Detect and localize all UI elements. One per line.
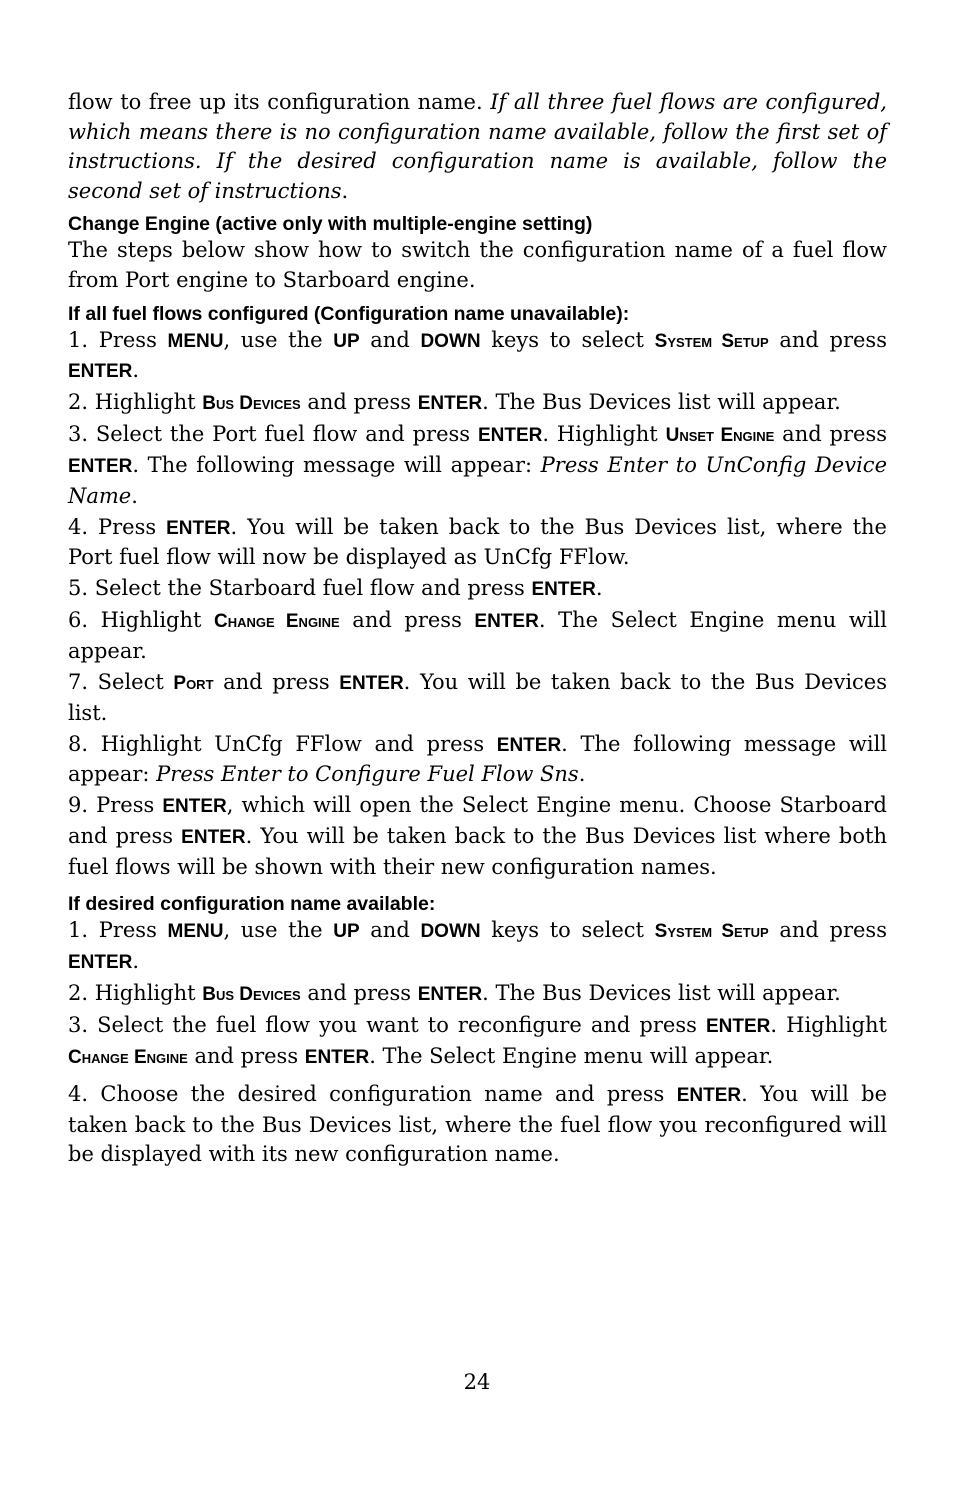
key-menu: MENU [167,330,224,352]
text: and press [768,327,887,352]
text: keys to select [480,327,655,352]
intro-italic-text: If all three fuel flows are configured, which means there is no configuration name available, follow the first set of instructions. If the desired configuration name is available, follow the second set of instructions [68,90,887,203]
key-down: DOWN [420,330,481,352]
menu-change-engine: Change Engine [68,1046,188,1068]
set1-step-2 [68,388,887,419]
text: 4. Choose the desired configuration name and press [68,1082,677,1107]
key-enter: ENTER [474,611,539,633]
intro-text: flow to free up its configuration name. [68,90,491,114]
text: . [131,483,138,508]
set1-heading: If all fuel flows configured (Configuration name unavailable): [68,302,630,325]
text: . The Select Engine menu will appear. [68,608,887,663]
menu-bus-devices: Bus Devices [202,393,301,415]
key-enter: ENTER [531,579,596,601]
text: and press [187,1043,305,1068]
key-enter: ENTER [705,1016,771,1038]
text: , which will open the Select Engine menu. Choose Starboard and press [68,793,887,849]
text: 5. Select the Starboard fuel flow and press [68,576,532,601]
key-up: UP [333,330,360,352]
key-menu: MENU [167,921,224,943]
text: . The Bus Devices list will appear. [482,980,841,1005]
menu-change-engine: Change Engine [214,611,340,633]
text: 3. Select the fuel flow you want to reconfigure and press [68,1013,706,1038]
text: 1. Press [68,327,168,352]
set1-step-9 [68,791,887,882]
text: , use the [223,918,334,943]
key-enter: ENTER [339,673,404,695]
document-page [68,88,887,1172]
message-text: Press Enter to Configure Fuel Flow Sns [156,762,579,787]
set1-step-5 [68,574,887,605]
set2-step-3 [68,1011,887,1072]
text: and press [300,980,418,1005]
text: 1. Press [68,918,168,943]
text: and press [339,608,475,633]
key-enter: ENTER [166,517,231,539]
text: . The Bus Devices list will appear. [482,390,841,415]
message-text: Press Enter to UnConfig Device Name [68,452,888,508]
set1-step-6 [68,606,887,666]
menu-unset-engine: Unset Engine [665,425,775,447]
key-enter: ENTER [496,734,562,756]
text: . You will be taken back to the Bus Devices list, where the Port fuel flow will now be displayed as UnCfg FFlow. [68,514,887,570]
set2-step-1 [68,916,887,977]
key-enter: ENTER [477,425,543,447]
key-down: DOWN [420,921,481,943]
text: and [359,327,421,352]
text: . [578,762,586,787]
page-number: 24 [463,1370,491,1394]
menu-bus-devices: Bus Devices [202,983,301,1005]
text: keys to select [480,918,655,943]
text: . You will be taken back to the Bus Devices list where both fuel flows will be shown with their new configuration names. [68,824,887,879]
text: 6. Highlight [68,608,215,633]
menu-port: Port [173,673,214,695]
text: and press [774,422,887,447]
text: 7. Select [68,670,174,695]
text: . [595,576,603,601]
text: and press [300,390,418,415]
key-enter: ENTER [417,393,483,415]
text: 2. Highlight [68,390,203,415]
set1-step-8 [68,730,887,790]
key-enter: ENTER [676,1085,742,1107]
text: . Highlight [542,422,666,447]
text: . You will be taken back to the Bus Devices list. [68,670,888,725]
text: 3. Select the Port fuel flow and press [68,422,478,447]
text: . The following message will appear: [132,452,541,477]
text: 4. Press [68,514,167,539]
text: . You will be taken back to the Bus Devices list, where the fuel flow you reconfigured will be displayed with its new configuration name. [68,1082,888,1167]
key-enter: ENTER [68,361,133,383]
text: . The Select Engine menu will appear. [369,1043,774,1068]
set2-step-4 [68,1080,887,1170]
intro-paragraph [68,88,887,206]
text: 8. Highlight UnCfg FFlow and press [68,731,497,756]
menu-system-setup: System Setup [654,921,769,943]
intro-end: . [341,178,349,203]
key-enter: ENTER [304,1046,370,1068]
text: . Highlight [770,1013,887,1038]
text: . The following message will appear: [68,731,887,787]
set2-heading: If desired configuration name available: [68,893,436,916]
key-up: UP [333,921,360,943]
text: . [132,358,140,383]
text: 9. Press [68,793,163,818]
text: and [359,918,421,943]
key-enter: ENTER [417,983,483,1005]
set1-step-4 [68,513,887,573]
text: 2. Highlight [68,980,203,1005]
set1-step-1 [68,326,887,387]
set1-step-3 [68,420,887,511]
change-engine-heading: Change Engine (active only with multiple-engine setting) [68,213,593,236]
key-enter: ENTER [181,827,246,849]
set2-step-2 [68,979,887,1010]
key-enter: ENTER [68,455,133,477]
key-enter: ENTER [68,951,133,973]
change-engine-body: The steps below show how to switch the configuration name of a fuel flow from Port engine to Starboard engine. [68,238,887,292]
menu-system-setup: System Setup [654,330,769,352]
text: . [132,948,140,973]
text: and press [213,670,340,695]
key-enter: ENTER [162,796,227,818]
text: , use the [223,327,334,352]
text: and press [768,918,887,943]
set1-step-7 [68,668,887,728]
